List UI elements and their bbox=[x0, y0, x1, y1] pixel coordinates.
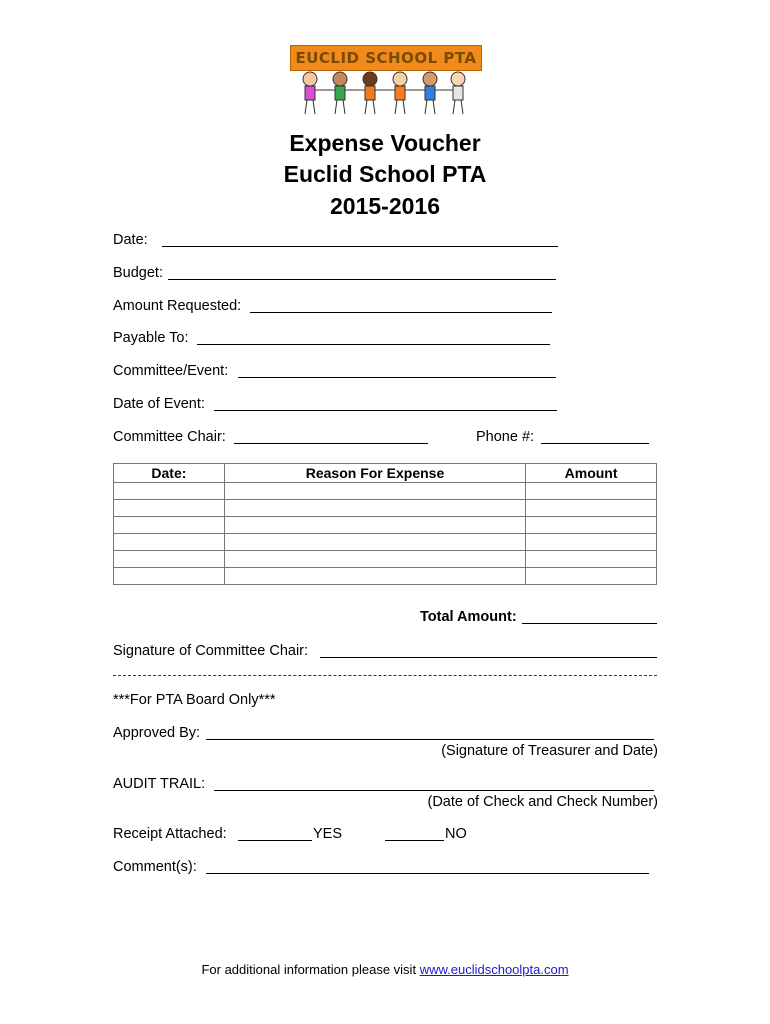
table-row bbox=[114, 483, 657, 500]
reason-cell[interactable] bbox=[224, 534, 525, 551]
budget-label: Budget: bbox=[113, 265, 163, 281]
logo-text: EUCLID SCHOOL PTA bbox=[295, 49, 477, 67]
table-header-row bbox=[114, 464, 657, 483]
date-field[interactable] bbox=[162, 246, 558, 247]
phone-field[interactable] bbox=[541, 443, 649, 444]
approved-by-label: Approved By: bbox=[113, 725, 201, 741]
table-row bbox=[114, 568, 657, 585]
receipt-yes-field[interactable] bbox=[238, 840, 312, 841]
payable-to-field[interactable] bbox=[197, 344, 550, 345]
amount-cell[interactable] bbox=[526, 551, 657, 568]
signature-chair-label: Signature of Committee Chair: bbox=[113, 643, 309, 659]
expense-table bbox=[113, 463, 657, 585]
column-header-reason: Reason For Expense bbox=[224, 464, 525, 483]
yes-label: YES bbox=[313, 826, 343, 842]
phone-label: Phone #: bbox=[476, 429, 535, 445]
receipt-no-field[interactable] bbox=[385, 840, 444, 841]
receipt-attached-label: Receipt Attached: bbox=[113, 826, 227, 842]
table-row bbox=[114, 551, 657, 568]
table-row bbox=[114, 517, 657, 534]
amount-cell[interactable] bbox=[526, 568, 657, 585]
date-cell[interactable] bbox=[114, 483, 225, 500]
website-link[interactable]: www.euclidschoolpta.com bbox=[419, 962, 569, 977]
amount-requested-field[interactable] bbox=[250, 312, 552, 313]
approved-by-note: (Signature of Treasurer and Date) bbox=[441, 743, 658, 759]
footer bbox=[0, 962, 770, 977]
title-year: 2015-2016 bbox=[330, 193, 440, 219]
date-cell[interactable] bbox=[114, 568, 225, 585]
reason-cell[interactable] bbox=[224, 551, 525, 568]
approved-by-field[interactable] bbox=[206, 739, 654, 740]
reason-cell[interactable] bbox=[224, 500, 525, 517]
footer-text: For additional information please visit bbox=[201, 962, 417, 977]
reason-cell[interactable] bbox=[224, 483, 525, 500]
reason-cell[interactable] bbox=[224, 517, 525, 534]
amount-cell[interactable] bbox=[526, 500, 657, 517]
date-cell[interactable] bbox=[114, 500, 225, 517]
title-expense-voucher: Expense Voucher bbox=[289, 130, 481, 156]
no-label: NO bbox=[445, 826, 467, 842]
signature-chair-field[interactable] bbox=[320, 657, 657, 658]
children-holding-hands-logo-image bbox=[295, 70, 475, 116]
amount-cell[interactable] bbox=[526, 483, 657, 500]
committee-chair-field[interactable] bbox=[234, 443, 428, 444]
column-header-amount: Amount bbox=[526, 464, 657, 483]
committee-event-label: Committee/Event: bbox=[113, 363, 229, 379]
board-only-heading: ***For PTA Board Only*** bbox=[113, 692, 276, 708]
date-label: Date: bbox=[113, 232, 148, 248]
table-row bbox=[114, 500, 657, 517]
committee-chair-label: Committee Chair: bbox=[113, 429, 226, 445]
date-of-event-label: Date of Event: bbox=[113, 396, 205, 412]
date-of-event-field[interactable] bbox=[214, 410, 557, 411]
logo-banner bbox=[290, 45, 482, 71]
date-cell[interactable] bbox=[114, 551, 225, 568]
date-cell[interactable] bbox=[114, 517, 225, 534]
committee-event-field[interactable] bbox=[238, 377, 556, 378]
audit-trail-field[interactable] bbox=[214, 790, 654, 791]
total-amount-field[interactable] bbox=[522, 623, 657, 624]
audit-trail-label: AUDIT TRAIL: bbox=[113, 776, 206, 792]
audit-trail-note: (Date of Check and Check Number) bbox=[427, 794, 658, 810]
amount-cell[interactable] bbox=[526, 517, 657, 534]
column-header-date: Date: bbox=[114, 464, 225, 483]
reason-cell[interactable] bbox=[224, 568, 525, 585]
amount-cell[interactable] bbox=[526, 534, 657, 551]
total-amount-label: Total Amount: bbox=[420, 609, 517, 625]
payable-to-label: Payable To: bbox=[113, 330, 189, 346]
date-cell[interactable] bbox=[114, 534, 225, 551]
budget-field[interactable] bbox=[168, 279, 556, 280]
comments-label: Comment(s): bbox=[113, 859, 197, 875]
title-organization: Euclid School PTA bbox=[283, 161, 487, 187]
cut-line-divider bbox=[113, 675, 657, 676]
table-row bbox=[114, 534, 657, 551]
comments-field[interactable] bbox=[206, 873, 649, 874]
amount-requested-label: Amount Requested: bbox=[113, 298, 242, 314]
